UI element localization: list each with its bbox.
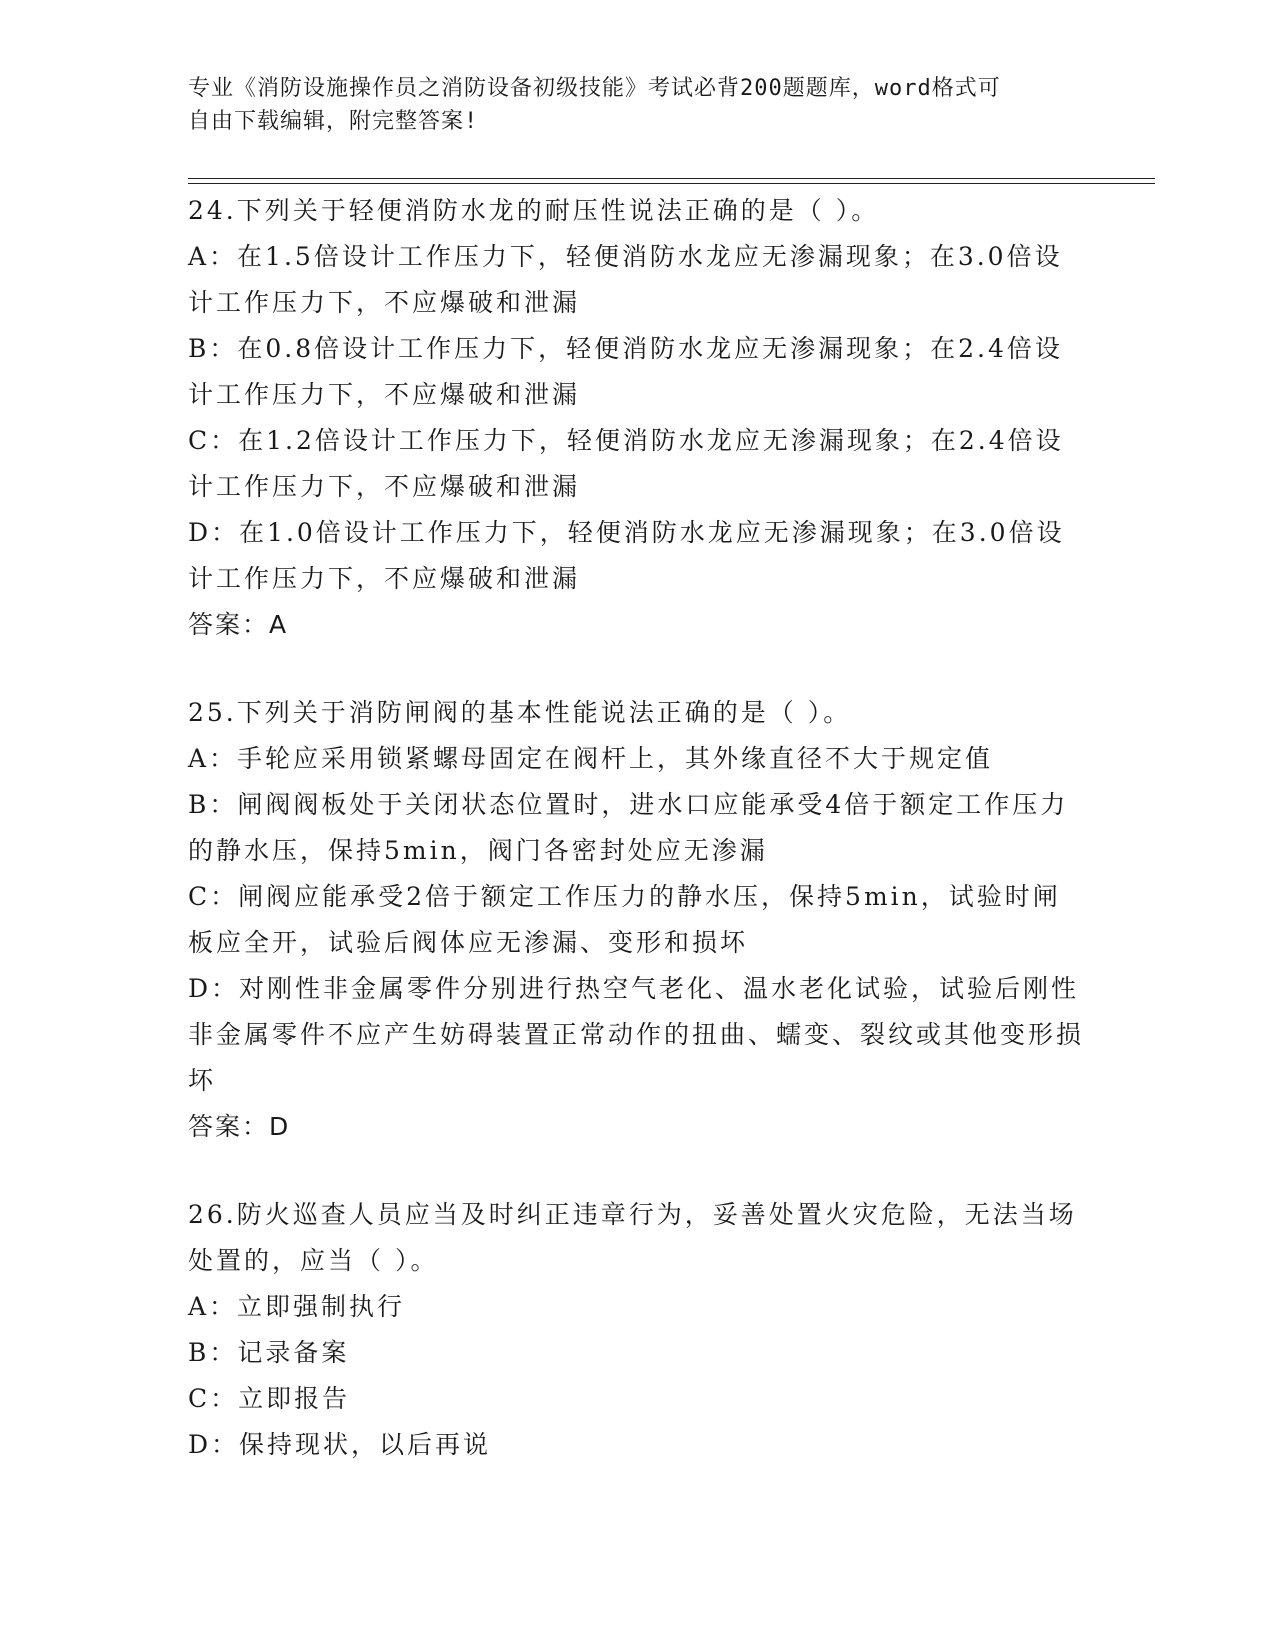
option-c: C：立即报告 — [188, 1384, 351, 1413]
question-list — [188, 188, 1088, 1510]
option-a: A：手轮应采用锁紧螺母固定在阀杆上，其外缘直径不大于规定值 — [188, 744, 994, 773]
answer-line: 答案：A — [188, 610, 289, 639]
option-d: D：对刚性非金属零件分别进行热空气老化、温水老化试验，试验后刚性非金属零件不应产生妨碍装置正常动作的扭曲、蠕变、裂纹或其他变形损坏 — [188, 974, 1085, 1095]
question-24 — [188, 188, 1088, 648]
option-b: B：闸阀阀板处于关闭状态位置时，进水口应能承受4倍于额定工作压力的静水压，保持5min，阀门各密封处应无渗漏 — [188, 790, 1069, 865]
question-stem: 25.下列关于消防闸阀的基本性能说法正确的是（ ）。 — [188, 698, 852, 727]
header-line-2: 自由下载编辑，附完整答案! — [188, 109, 479, 134]
option-c: C：闸阀应能承受2倍于额定工作压力的静水压，保持5min，试验时闸板应全开，试验后阀体应无渗漏、变形和损坏 — [188, 882, 1061, 957]
option-a: A：在1.5倍设计工作压力下，轻便消防水龙应无渗漏现象；在3.0倍设计工作压力下，不应爆破和泄漏 — [188, 242, 1063, 317]
header-divider-top — [188, 178, 1155, 179]
option-b: B：记录备案 — [188, 1338, 350, 1367]
option-c: C：在1.2倍设计工作压力下，轻便消防水龙应无渗漏现象；在2.4倍设计工作压力下，不应爆破和泄漏 — [188, 426, 1064, 501]
document-header — [188, 72, 1068, 138]
answer-line: 答案：D — [188, 1112, 291, 1141]
option-d: D：保持现状，以后再说 — [188, 1430, 492, 1459]
question-25 — [188, 690, 1088, 1150]
option-b: B：在0.8倍设计工作压力下，轻便消防水龙应无渗漏现象；在2.4倍设计工作压力下，不应爆破和泄漏 — [188, 334, 1063, 409]
question-stem: 26.防火巡查人员应当及时纠正违章行为，妥善处置火灾危险，无法当场处置的，应当（ ）。 — [188, 1200, 1077, 1275]
header-line-1: 专业《消防设施操作员之消防设备初级技能》考试必背200题题库，word格式可 — [188, 76, 1001, 101]
header-divider-bottom — [188, 183, 1155, 184]
option-d: D：在1.0倍设计工作压力下，轻便消防水龙应无渗漏现象；在3.0倍设计工作压力下，不应爆破和泄漏 — [188, 518, 1065, 593]
question-26 — [188, 1192, 1088, 1468]
option-a: A：立即强制执行 — [188, 1292, 406, 1321]
question-stem: 24.下列关于轻便消防水龙的耐压性说法正确的是（ ）。 — [188, 196, 880, 225]
